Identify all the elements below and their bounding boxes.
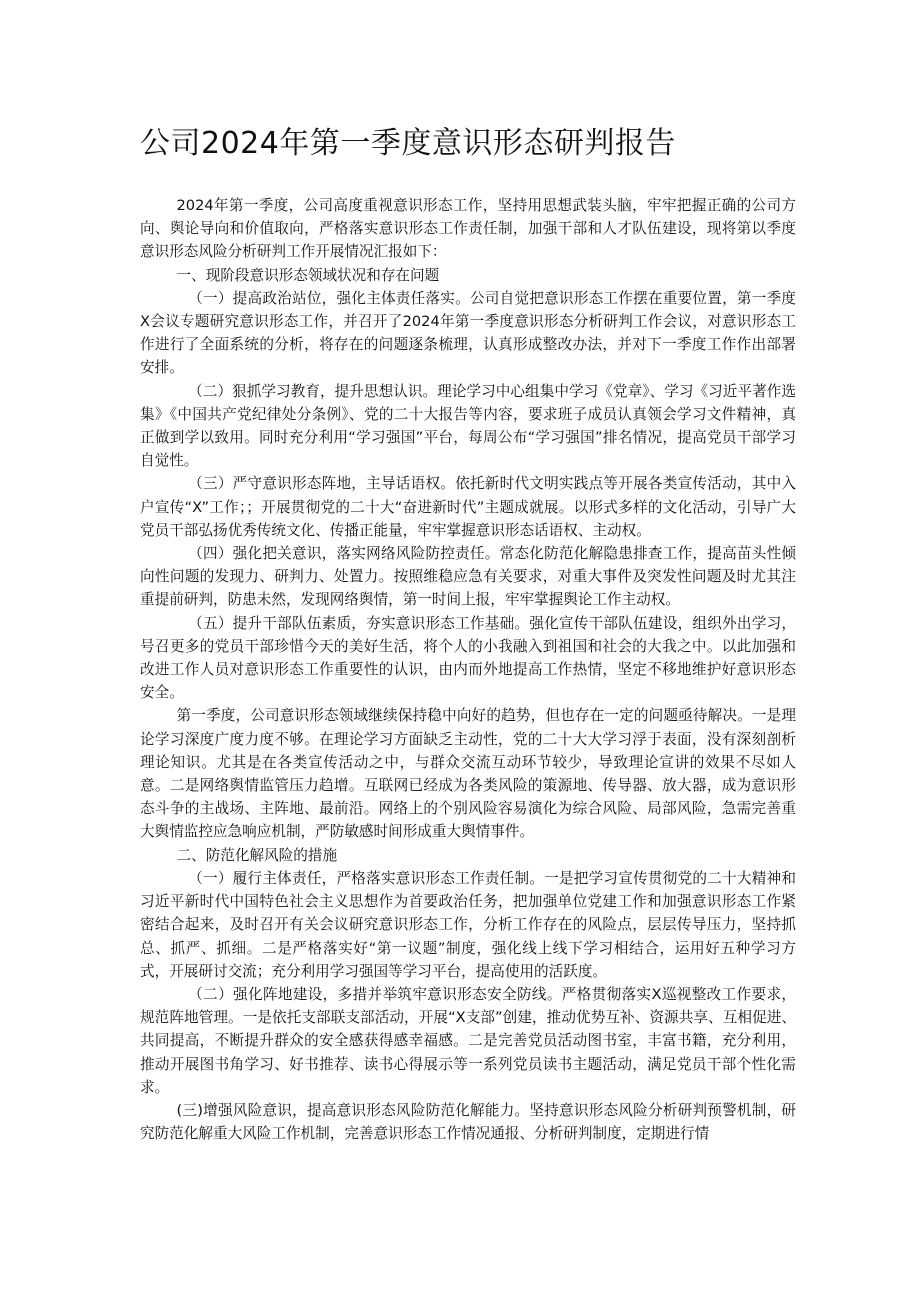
section1-item-3: （三）严守意识形态阵地，主导话语权。依托新时代文明实践点等开展各类宣传活动，其中入户宣传“X”工作；；开展贯彻党的二十大“奋进新时代”主题成就展。以形式多样的文化活动，引导广大党员干部弘扬优秀传统文化、传播正能量，牢牢掌握意识形态话语权、主动权。: [140, 475, 796, 539]
section2-item-2: （二）强化阵地建设，多措并举筑牢意识形态安全防线。严格贯彻落实X巡视整改工作要求，规范阵地管理。一是依托支部联支部活动，开展“X支部”创建，推动优势互补、资源共享、互相促进、共同提高，不断提升群众的安全感获得感幸福感。二是完善党员活动图书室，丰富书籍，充分利用，推动开展图书角学习、好书推荐、读书心得展示等一系列党员读书主题活动，满足党员干部个性化需求。: [140, 985, 796, 1096]
section1-item-5: （五）提升干部队伍素质，夯实意识形态工作基础。强化宣传干部队伍建设，组织外出学习，号召更多的党员干部珍惜今天的美好生活，将个人的小我融入到祖国和社会的大我之中。以此加强和改进工作人员对意识形态工作重要性的认识，由内而外地提高工作热情，坚定不移地维护好意识形态安全。: [140, 614, 796, 702]
section1-item-4: （四）强化把关意识，落实网络风险防控责任。常态化防范化解隐患排查工作，提高苗头性倾向性问题的发现力、研判力、处置力。按照维稳应急有关要求，对重大事件及突发性问题及时尤其注重提前研判，防患未然，发现网络舆情，第一时间上报，牢牢掌握舆论工作主动权。: [140, 545, 796, 609]
document-title: 公司2024年第一季度意识形态研判报告: [140, 126, 676, 161]
document-page: [140, 118, 796, 1145]
section2-item-1: （一）履行主体责任，严格落实意识形态工作责任制。一是把学习宣传贯彻党的二十大精神和习近平新时代中国特色社会主义思想作为首要政治任务，把加强单位党建工作和加强意识形态工作紧密结合起来，及时召开有关会议研究意识形态工作，分析工作存在的风险点，层层传导压力，坚持抓总、抓严、抓细。二是严格落实好“第一议题”制度，强化线上线下学习相结合，运用好五种学习方式，开展研讨交流；充分利用学习强国等学习平台，提高使用的活跃度。: [140, 869, 796, 980]
section-heading-1: 一、现阶段意识形态领域状况和存在问题: [176, 266, 440, 284]
section2-item-3: (三)增强风险意识，提高意识形态风险防范化解能力。坚持意识形态风险分析研判预警机制，研究防范化解重大风险工作机制，完善意识形态工作情况通报、分析研判制度，定期进行情: [140, 1101, 796, 1143]
intro-paragraph: 2024年第一季度，公司高度重视意识形态工作，坚持用思想武装头脑，牢牢把握正确的公司方向、舆论导向和价值取向，严格落实意识形态工作责任制，加强干部和人才队伍建设，现将第以季度意识形态风险分析研判工作开展情况汇报如下：: [140, 197, 796, 261]
section-heading-2: 二、防范化解风险的措施: [176, 846, 338, 864]
section1-item-1: （一）提高政治站位，强化主体责任落实。公司自觉把意识形态工作摆在重要位置，第一季度X会议专题研究意识形态工作，并召开了2024年第一季度意识形态分析研判工作会议，对意识形态工作进行了全面系统的分析，将存在的问题逐条梳理，认真形成整改办法，并对下一季度工作作出部署安排。: [140, 289, 796, 377]
section1-item-2: （二）狠抓学习教育，提升思想认识。理论学习中心组集中学习《党章》、学习《习近平著作选集》《中国共产党纪律处分条例》、党的二十大报告等内容，要求班子成员认真领会学习文件精神，真正做到学以致用。同时充分利用“学习强国”平台，每周公布“学习强国”排名情况，提高党员干部学习自觉性。: [140, 382, 796, 470]
section1-summary: 第一季度，公司意识形态领域继续保持稳中向好的趋势，但也存在一定的问题亟待解决。一是理论学习深度广度力度不够。在理论学习方面缺乏主动性，党的二十大大学习浮于表面，没有深刻剖析理论知识。尤其是在各类宣传活动之中，与群众交流互动环节较少，导致理论宣讲的效果不尽如人意。二是网络舆情监管压力趋增。互联网已经成为各类风险的策源地、传导器、放大器，成为意识形态斗争的主战场、主阵地、最前沿。网络上的个别风险容易演化为综合风险、局部风险，急需完善重大舆情监控应急响应机制，严防敏感时间形成重大舆情事件。: [140, 707, 796, 841]
